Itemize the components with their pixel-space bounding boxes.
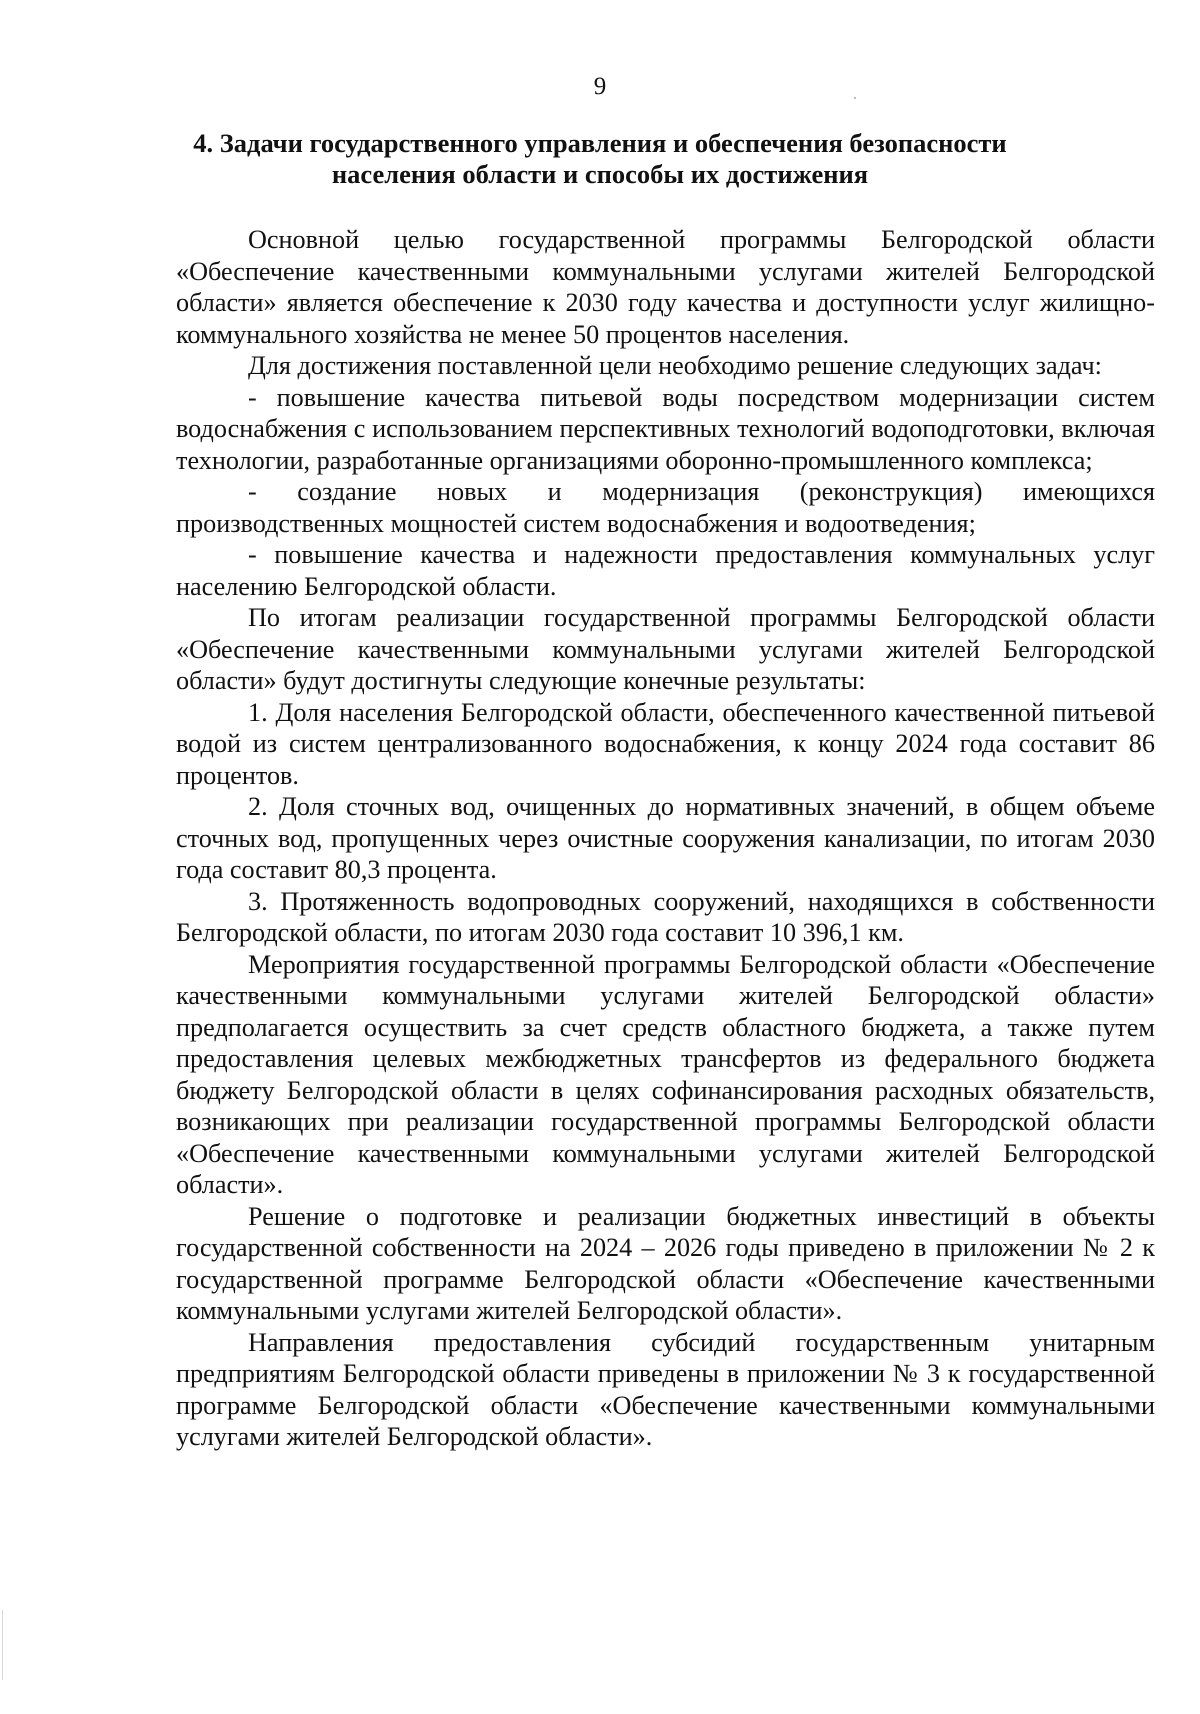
paragraph-task-capacity: - создание новых и модернизация (реконструкция) имеющихся производственных мощностей систем водоснабжения и водоотведения; [176, 477, 1155, 538]
paragraph-task-water-quality: - повышение качества питьевой воды посредством модернизации систем водоснабжения с использованием перспективных технологий водоподготовки, включая технологии, разработанные организациями оборонно-промышленного комплекса; [176, 382, 1155, 475]
paragraph-investments: Решение о подготовке и реализации бюджетных инвестиций в объекты государственной собственности на 2024 – 2026 годы приведено в приложении № 2 к государственной программе Белгородской области «Обеспечение качественными коммунальными услугами жителей Белгородской области». [176, 1201, 1155, 1325]
scan-artifact-dot [854, 97, 856, 99]
paragraph-result-2: 2. Доля сточных вод, очищенных до нормативных значений, в общем объеме сточных вод, пропущенных через очистные сооружения канализации, по итогам 2030 года составит 80,3 процента. [176, 792, 1155, 884]
paragraph-result-3: 3. Протяженность водопроводных сооружений, находящихся в собственности Белгородской области, по итогам 2030 года составит 10 396,1 км. [176, 886, 1155, 947]
section-heading-line-2: населения области и способы их достижения [331, 159, 869, 189]
paragraph-result-1: 1. Доля населения Белгородской области, обеспеченного качественной питьевой водой из систем централизованного водоснабжения, к концу 2024 года составит 86 процентов. [176, 697, 1155, 790]
paragraph-subsidies: Направления предоставления субсидий государственным унитарным предприятиям Белгородской области приведены в приложении № 3 к государственной программе Белгородской области «Обеспечение качественными коммунальными услугами жителей Белгородской области». [176, 1327, 1155, 1451]
section-heading-line-1: 4. Задачи государственного управления и обеспечения безопасности [193, 128, 1007, 158]
paragraph-results-intro: По итогам реализации государственной программы Белгородской области «Обеспечение качественными коммунальными услугами жителей Белгородской области» будут достигнуты следующие конечные результаты: [176, 603, 1155, 695]
paragraph-tasks-intro: Для достижения поставленной цели необходимо решение следующих задач: [248, 351, 1102, 380]
page-number: 9 [593, 73, 607, 100]
document-body [176, 224, 1155, 1453]
paragraph-goal: Основной целью государственной программы Белгородской области «Обеспечение качественными коммунальными услугами жителей Белгородской области» является обеспечение к 2030 году качества и доступности услуг жилищно-коммунального хозяйства не менее 50 процентов населения. [176, 225, 1155, 349]
section-heading [150, 128, 1050, 190]
paragraph-task-reliability: - повышение качества и надежности предоставления коммунальных услуг населению Белгородской области. [176, 540, 1155, 601]
scan-artifact-edge [2, 1610, 3, 1680]
paragraph-funding: Мероприятия государственной программы Белгородской области «Обеспечение качественными коммунальными услугами жителей Белгородской области» предполагается осуществить за счет средств областного бюджета, а также путем предоставления целевых межбюджетных трансфертов из федерального бюджета бюджету Белгородской области в целях софинансирования расходных обязательств, возникающих при реализации государственной программы Белгородской области «Обеспечение качественными коммунальными услугами жителей Белгородской области». [176, 949, 1155, 1199]
